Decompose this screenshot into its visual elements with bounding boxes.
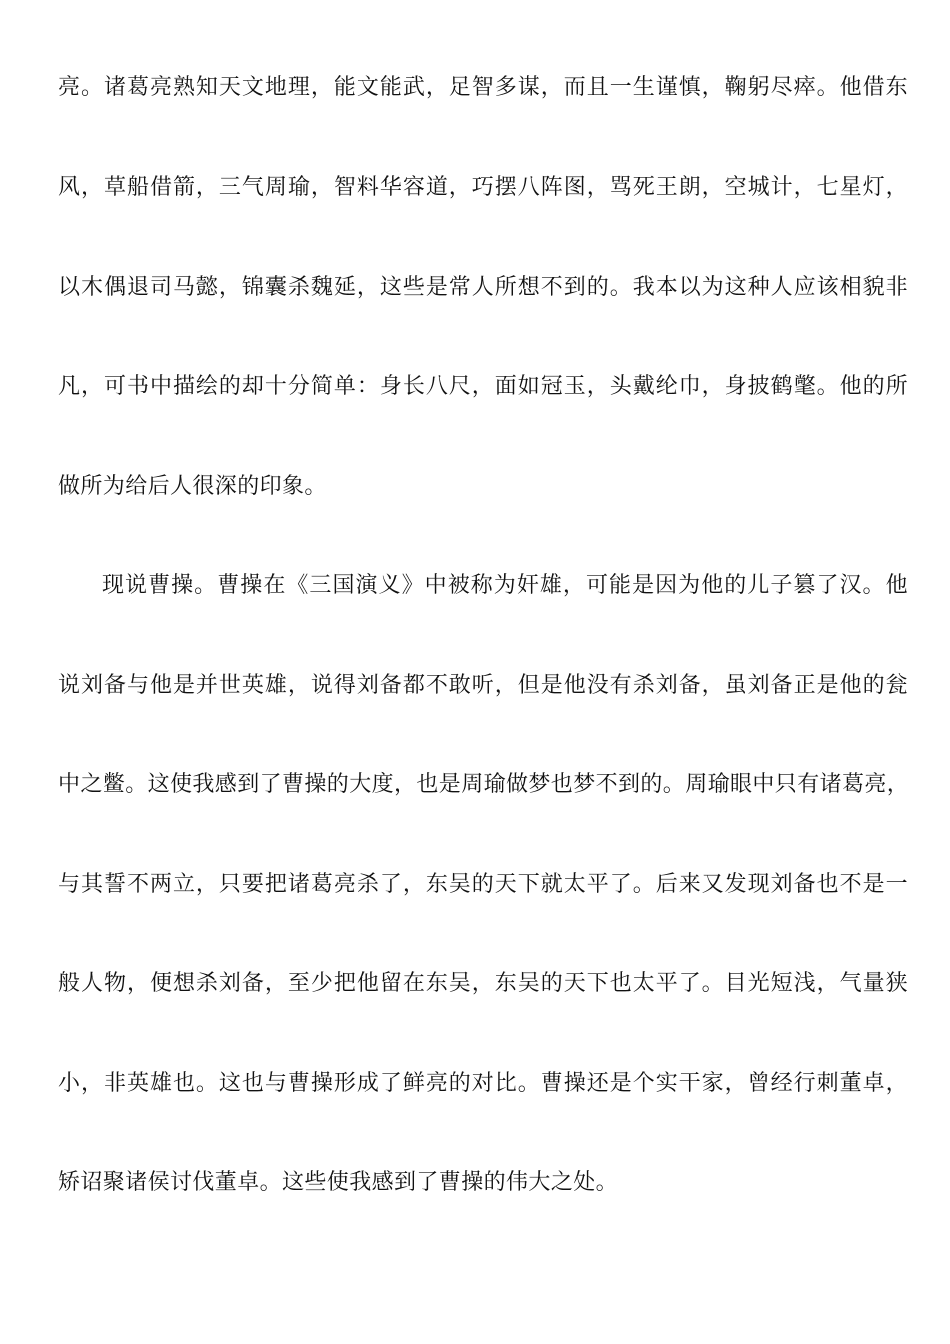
text-line: 说刘备与他是并世英雄，说得刘备都不敢听，但是他没有杀刘备，虽刘备正是他的瓮 xyxy=(58,673,908,698)
text-line: 做所为给后人很深的印象。 xyxy=(58,474,327,499)
text-line: 风，草船借箭，三气周瑜，智料华容道，巧摆八阵图，骂死王朗，空城计，七星灯， xyxy=(58,175,908,200)
text-line: 中之鳖。这使我感到了曹操的大度，也是周瑜做梦也梦不到的。周瑜眼中只有诸葛亮， xyxy=(58,772,910,797)
text-line: 亮。诸葛亮熟知天文地理，能文能武，足智多谋，而且一生谨慎，鞠躬尽瘁。他借东 xyxy=(58,75,908,100)
text-line: 以木偶退司马懿，锦囊杀魏延，这些是常人所想不到的。我本以为这种人应该相貌非 xyxy=(58,275,908,300)
text-line: 般人物，便想杀刘备，至少把他留在东吴，东吴的天下也太平了。目光短浅，气量狭 xyxy=(58,971,908,996)
text-line: 矫诏聚诸侯讨伐董卓。这些使我感到了曹操的伟大之处。 xyxy=(58,1170,619,1195)
text-line: 小，非英雄也。这也与曹操形成了鲜亮的对比。曹操还是个实干家，曾经行刺董卓， xyxy=(58,1071,908,1096)
paragraph-first-line: 现说曹操。曹操在《三国演义》中被称为奸雄，可能是因为他的儿子篡了汉。他 xyxy=(102,573,908,598)
text-line: 与其誓不两立，只要把诸葛亮杀了，东吴的天下就太平了。后来又发现刘备也不是一 xyxy=(58,872,908,897)
text-line: 凡，可书中描绘的却十分简单：身长八尺，面如冠玉，头戴纶巾，身披鹤氅。他的所 xyxy=(58,374,908,399)
